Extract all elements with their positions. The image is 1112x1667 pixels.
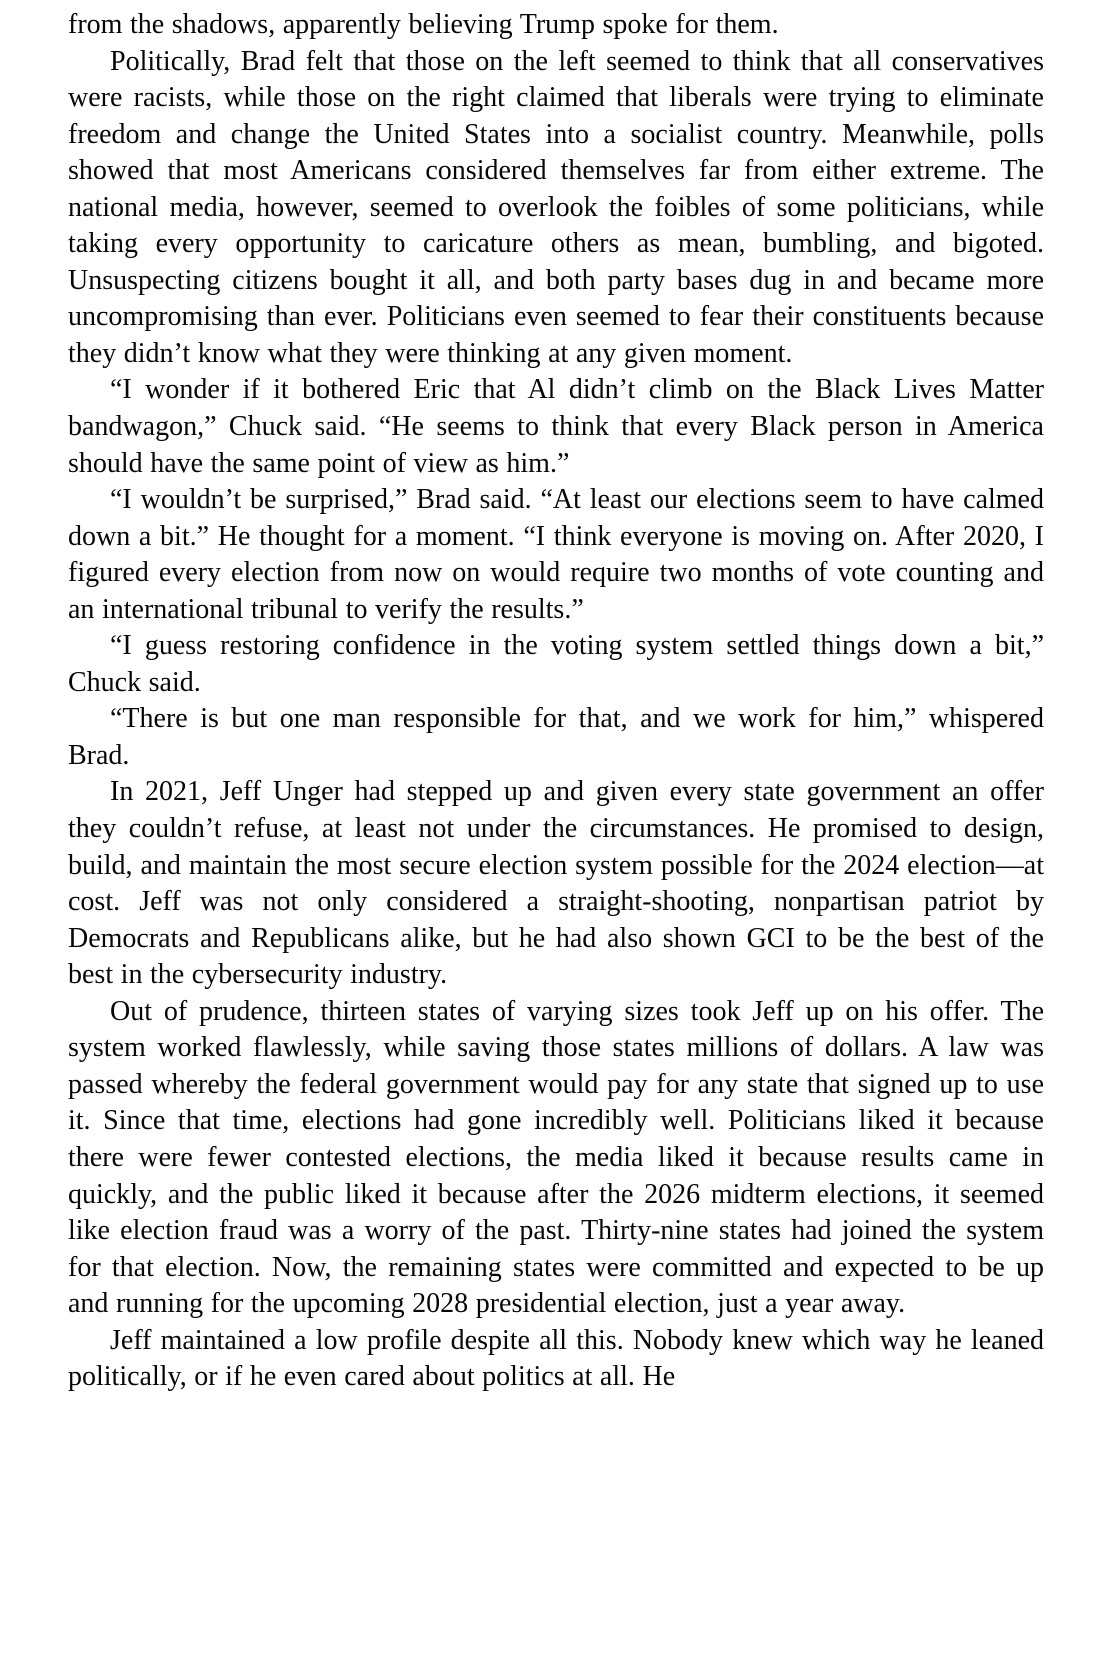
paragraph: “I guess restoring confidence in the voting system settled things down a bit,” Chuck said. bbox=[68, 630, 1044, 698]
paragraph: “There is but one man responsible for that, and we work for him,” whispered Brad. bbox=[68, 703, 1044, 771]
paragraph: Out of prudence, thirteen states of varying sizes took Jeff up on his offer. The system worked flawlessly, while saving those states millions of dollars. A law was passed whereby the federal government would pay for any state that signed up to use it. Since that time, elections had gone incredibly well. Politicians liked it because there were fewer contested elections, the media liked it because results came in quickly, and the public liked it because after the 2026 midterm elections, it seemed like election fraud was a worry of the past. Thirty-nine states had joined the system for that election. Now, the remaining states were committed and expected to be up and running for the upcoming 2028 presidential election, just a year away. bbox=[68, 995, 1044, 1320]
paragraph: Politically, Brad felt that those on the left seemed to think that all conservatives were racists, while those on the right claimed that liberals were trying to eliminate freedom and change the United States into a socialist country. Meanwhile, polls showed that most Americans considered themselves far from either extreme. The national media, however, seemed to overlook the foibles of some politicians, while taking every opportunity to caricature others as mean, bumbling, and bigoted. Unsuspecting citizens bought it all, and both party bases dug in and became more uncompromising than ever. Politicians even seemed to fear their constituents because they didn’t know what they were thinking at any given moment. bbox=[68, 45, 1044, 369]
paragraph: Jeff maintained a low profile despite all this. Nobody knew which way he leaned politically, or if he even cared about politics at all. He bbox=[68, 1324, 1044, 1393]
paragraph: “I wouldn’t be surprised,” Brad said. “At least our elections seem to have calmed down a bit.” He thought for a moment. “I think everyone is moving on. After 2020, I figured every election from now on would require two months of vote counting and an international tribunal to verify the results.” bbox=[68, 484, 1044, 625]
paragraph: In 2021, Jeff Unger had stepped up and given every state government an offer they couldn’t refuse, at least not under the circumstances. He promised to design, build, and maintain the most secure election system possible for the 2024 election—at cost. Jeff was not only considered a straight-shooting, nonpartisan patriot by Democrats and Republicans alike, but he had also shown GCI to be the best of the best in the cybersecurity industry. bbox=[68, 776, 1044, 991]
paragraph: “I wonder if it bothered Eric that Al didn’t climb on the Black Lives Matter bandwagon,” Chuck said. “He seems to think that every Black person in America should have the same point of view as him.” bbox=[68, 374, 1044, 479]
paragraph: from the shadows, apparently believing Trump spoke for them. bbox=[68, 9, 779, 40]
